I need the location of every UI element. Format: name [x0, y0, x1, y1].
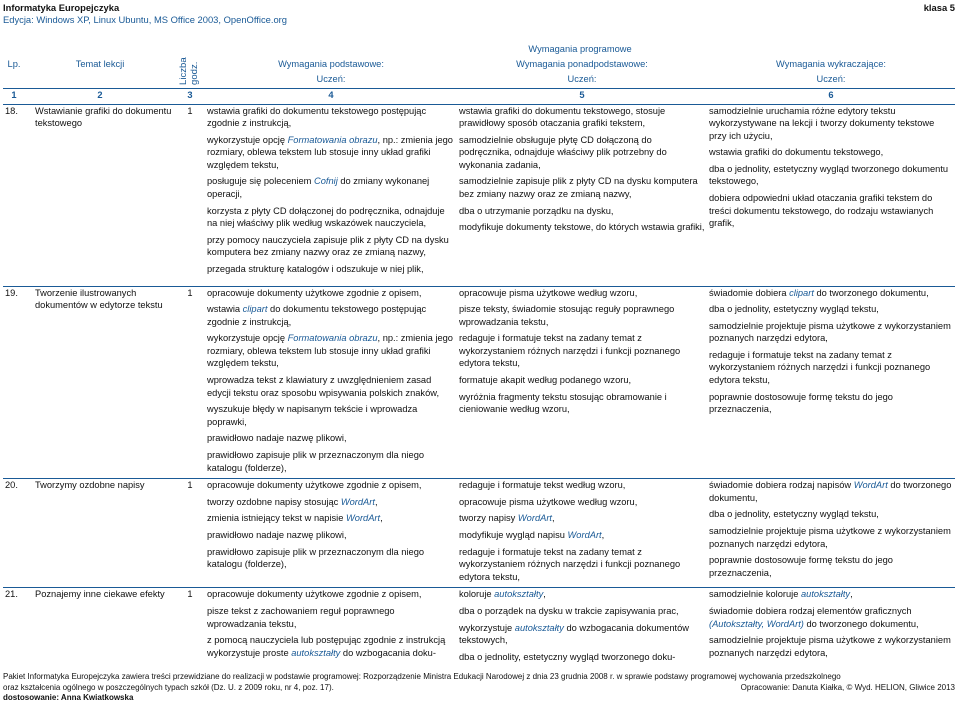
requirement-item: przy pomocy nauczyciela zapisuje plik z płyty CD na dysku komputera bez zmiany nazwy oraz ze zmianą nazwy, — [207, 234, 449, 258]
requirement-item: świadomie dobiera rodzaj napisów WordArt do tworzonego dokumentu, — [709, 480, 952, 503]
lesson-topic: Tworzenie ilustrowanych dokumentów w edytorze tekstu — [25, 286, 175, 479]
requirement-item: świadomie dobiera clipart do tworzonego dokumentu, — [709, 287, 929, 298]
advanced-requirements — [707, 479, 955, 588]
requirement-item: wprowadza tekst z klawiatury z uwzględnieniem zasad edycji tekstu oraz sposobu wpisywania polskich znaków, — [207, 375, 440, 398]
highlighted-term: (Autokształty, WordArt) — [709, 618, 804, 629]
extended-requirements — [457, 479, 707, 588]
highlighted-term: WordArt — [346, 513, 381, 524]
requirement-item: wyszukuje błędy w napisanym tekście i wprowadza poprawki, — [207, 404, 418, 427]
requirement-item: dba o jednolity, estetyczny wygląd tworzonego dokumentu tekstowego, — [709, 163, 949, 187]
requirement-item: samodzielnie uruchamia różne edytory tekstu wykorzystywane na lekcji i tworzy dokumenty tekstowe przy ich użyciu, — [709, 105, 935, 141]
highlighted-term: clipart — [789, 287, 814, 298]
requirement-item: korzysta z płyty CD dołączonej do podręcznika, odnajduje na niej właściwy plik według wskazówek nauczyciela, — [207, 205, 445, 229]
footer-credits: Opracowanie: Danuta Kiałka, © Wyd. HELION, Gliwice 2013 — [740, 682, 955, 692]
requirement-item: zmienia istniejący tekst w napisie WordArt, — [207, 513, 383, 524]
col-number: 2 — [25, 88, 175, 104]
highlighted-term: Formatowania obrazu — [287, 134, 378, 145]
requirement-item: samodzielnie projektuje pisma użytkowe z wykorzystaniem poznanych narzędzi edytora, — [709, 320, 951, 344]
requirement-item: wykorzystuje opcję Formatowania obrazu, np.: zmienia jego rozmiary, oblewa tekstem lub stosuje inny układ grafiki względem tekstu, — [207, 134, 453, 170]
highlighted-term: autokształty — [494, 589, 544, 600]
footer-adaptation — [3, 693, 955, 704]
requirement-item: dba o porządek na dysku w trakcie zapisywania prac, — [459, 605, 679, 616]
requirement-item: pisze tekst z zachowaniem reguł poprawnego wprowadzania tekstu, — [207, 605, 395, 629]
basic-requirements — [205, 479, 457, 588]
col-hours-header — [175, 42, 205, 88]
requirement-item: wstawia grafiki do dokumentu tekstowego, stosuje prawidłowy sposób otaczania grafiki tekstem, — [459, 105, 666, 129]
requirement-item: dba o jednolity, estetyczny wygląd tekstu, — [709, 509, 879, 520]
highlighted-term: WordArt — [517, 513, 552, 524]
extended-requirements — [457, 286, 707, 479]
hours-header-label: Liczba godz. — [178, 57, 200, 85]
extended-requirements — [457, 588, 707, 667]
publisher-title: Informatyka Europejczyka — [3, 2, 120, 13]
basic-requirements — [205, 588, 457, 667]
extended-requirements — [457, 104, 707, 286]
requirement-item: dba o jednolity, estetyczny wygląd tekstu, — [709, 304, 879, 315]
lesson-number: 21. — [3, 588, 25, 667]
col-number: 5 — [457, 88, 707, 104]
requirements-group-header: Wymagania programowe — [528, 43, 632, 54]
highlighted-term: autokształty — [800, 589, 851, 600]
col-number: 4 — [205, 88, 457, 104]
advanced-requirements — [707, 286, 955, 479]
requirement-item: wstawia grafiki do dokumentu tekstowego, — [709, 147, 884, 158]
lesson-hours: 1 — [175, 588, 205, 667]
requirement-item: opracowuje dokumenty użytkowe zgodnie z opisem, — [207, 589, 422, 600]
highlighted-term: WordArt — [340, 496, 375, 507]
footer-adaptation-text: dostosowanie: Anna Kwiatkowska — [3, 693, 134, 703]
lesson-hours: 1 — [175, 104, 205, 286]
footer-legal-line2: oraz kształcenia ogólnego w poszczególnych typach szkół (Dz. U. z 2009 roku, nr 4, poz. 17). — [3, 682, 334, 692]
requirement-item: koloruje autokształty, — [459, 589, 546, 600]
requirement-item: prawidłowo zapisuje plik w przeznaczonym dla niego katalogu (folderze), — [207, 546, 425, 570]
lesson-hours: 1 — [175, 479, 205, 588]
basic-requirements — [205, 104, 457, 286]
column-number-row — [3, 88, 955, 104]
requirement-item: pisze teksty, świadomie stosując reguły poprawnego wprowadzania tekstu, — [459, 304, 675, 327]
lesson-number: 18. — [3, 104, 25, 286]
requirement-item: wstawia grafiki do dokumentu tekstowego postępując zgodnie z instrukcją, — [207, 105, 427, 129]
highlighted-term: autokształty — [291, 647, 341, 658]
col-number: 1 — [3, 88, 25, 104]
extended-requirements-header: Wymagania ponadpodstawowe: — [516, 58, 648, 69]
requirement-item: samodzielnie obsługuje płytę CD dołączoną do podręcznika, odnajduje właściwy plik potrzebny do wykonania zadania, — [459, 134, 667, 170]
lesson-number: 19. — [3, 286, 25, 479]
col-number: 6 — [707, 88, 955, 104]
requirement-item: poprawnie dostosowuje formę tekstu do jego przeznaczenia, — [709, 391, 893, 415]
requirement-item: świadomie dobiera rodzaj elementów graficznych (Autokształty, WordArt) do tworzonego dokumentu, — [709, 605, 919, 629]
requirement-item: prawidłowo zapisuje plik w przeznaczonym dla niego katalogu (folderze), — [207, 450, 425, 473]
requirement-item: redaguje i formatuje tekst według wzoru, — [459, 480, 626, 491]
lesson-hours: 1 — [175, 286, 205, 479]
highlighted-term: Formatowania obrazu — [287, 333, 378, 344]
page-header — [3, 2, 287, 26]
advanced-requirements-header: Wymagania wykraczające: — [776, 58, 886, 69]
advanced-requirements — [707, 588, 955, 667]
table-row — [3, 104, 955, 286]
table-row — [3, 286, 955, 479]
requirement-item: wstawia clipart do dokumentu tekstowego postępując zgodnie z instrukcją, — [207, 304, 427, 327]
lesson-number: 20. — [3, 479, 25, 588]
requirement-item: dba o jednolity, estetyczny wygląd tworzonego doku- — [459, 651, 676, 662]
requirement-item: samodzielnie projektuje pisma użytkowe z wykorzystaniem poznanych narzędzi edytora, — [709, 635, 951, 658]
requirement-item: opracowuje pisma użytkowe według wzoru, — [459, 496, 638, 507]
table-row — [3, 479, 955, 588]
highlighted-term: clipart — [242, 304, 268, 315]
grade-label: klasa 5 — [923, 2, 955, 13]
requirement-item: modyfikuje dokumenty tekstowe, do których wstawia grafiki, — [459, 222, 705, 233]
requirement-item: wykorzystuje autokształty do wzbogacania dokumentów tekstowych, — [459, 622, 689, 646]
lesson-topic: Wstawianie grafiki do dokumentu tekstowego — [25, 104, 175, 286]
highlighted-term: autokształty — [514, 622, 564, 633]
requirement-item: redaguje i formatuje tekst na zadany temat z wykorzystaniem różnych narzędzi i funkcji poznanego edytora tekstu, — [459, 333, 681, 369]
requirement-item: posługuje się poleceniem Cofnij do zmiany wykonanej operacji, — [207, 176, 430, 200]
requirement-item: opracowuje pisma użytkowe według wzoru, — [459, 287, 638, 298]
requirements-table — [3, 42, 955, 667]
highlighted-term: Cofnij — [313, 176, 338, 187]
student-label-advanced: Uczeń: — [707, 72, 955, 88]
requirement-item: poprawnie dostosowuje formę tekstu do jego przeznaczenia, — [709, 555, 893, 578]
basic-requirements-header: Wymagania podstawowe: — [278, 58, 384, 69]
requirement-item: samodzielnie zapisuje plik z płyty CD na dysku komputera bez zmiany nazwy oraz ze zmianą nazwy, — [459, 176, 698, 200]
col-lp-header: Lp. — [3, 42, 25, 88]
requirement-item: dobiera odpowiedni układ otaczania grafiki tekstem do treści dokumentu tekstowego, do rodzaju wstawianych grafik, — [709, 193, 934, 229]
highlighted-term: WordArt — [853, 480, 888, 491]
requirement-item: opracowuje dokumenty użytkowe zgodnie z opisem, — [207, 287, 422, 298]
requirement-item: formatuje akapit według podanego wzoru, — [459, 375, 632, 386]
requirement-item: opracowuje dokumenty użytkowe zgodnie z opisem, — [207, 480, 422, 491]
requirement-item: prawidłowo nadaje nazwę plikowi, — [207, 530, 347, 540]
student-label-extended: Uczeń: — [457, 72, 707, 88]
lesson-topic: Tworzymy ozdobne napisy — [25, 479, 175, 588]
footer-legal-line1: Pakiet Informatyka Europejczyka zawiera treści przewidziane do realizacji w podstawie programowej: Rozporządzenie Ministra Edukacji Narodowej z dnia 23 grudnia 2008 r. w sprawie podstawy programowej wychowania przedszkolnego — [3, 672, 841, 681]
advanced-requirements — [707, 104, 955, 286]
requirement-item: tworzy ozdobne napisy stosując WordArt, — [207, 496, 378, 507]
requirement-item: samodzielnie koloruje autokształty, — [709, 589, 853, 600]
requirement-item: z pomocą nauczyciela lub postępując zgodnie z instrukcją wykorzystuje proste autokształty do wzbogacania doku- — [207, 635, 446, 658]
requirement-item: redaguje i formatuje tekst na zadany temat z wykorzystaniem różnych narzędzi i funkcji poznanego edytora tekstu, — [459, 546, 681, 582]
requirement-item: dba o utrzymanie porządku na dysku, — [459, 205, 614, 216]
requirement-item: modyfikuje wygląd napisu WordArt, — [459, 530, 605, 540]
requirement-item: wyróżnia fragmenty tekstu stosując obramowanie i cieniowanie według wzoru, — [459, 391, 667, 415]
requirement-item: redaguje i formatuje tekst na zadany temat z wykorzystaniem różnych narzędzi i funkcji poznanego edytora tekstu, — [709, 349, 931, 386]
basic-requirements — [205, 286, 457, 479]
col-topic-header: Temat lekcji — [25, 42, 175, 88]
highlighted-term: WordArt — [567, 530, 602, 540]
edition-subtitle: Edycja: Windows XP, Linux Ubuntu, MS Office 2003, OpenOffice.org — [3, 14, 288, 25]
requirement-item: prawidłowo nadaje nazwę plikowi, — [207, 433, 347, 444]
col-number: 3 — [175, 88, 205, 104]
requirement-item: wykorzystuje opcję Formatowania obrazu, np.: zmienia jego rozmiary, oblewa tekstem lub stosuje inny układ grafiki względem tekstu, — [207, 333, 453, 369]
student-label-basic: Uczeń: — [205, 72, 457, 88]
requirement-item: tworzy napisy WordArt, — [459, 513, 555, 524]
table-row — [3, 588, 955, 667]
page-footer — [3, 672, 955, 704]
requirement-item: samodzielnie projektuje pisma użytkowe z wykorzystaniem poznanych narzędzi edytora, — [709, 526, 951, 549]
lesson-topic: Poznajemy inne ciekawe efekty — [25, 588, 175, 667]
requirement-item: przegada strukturę katalogów i odszukuje w niej plik, — [207, 264, 424, 275]
